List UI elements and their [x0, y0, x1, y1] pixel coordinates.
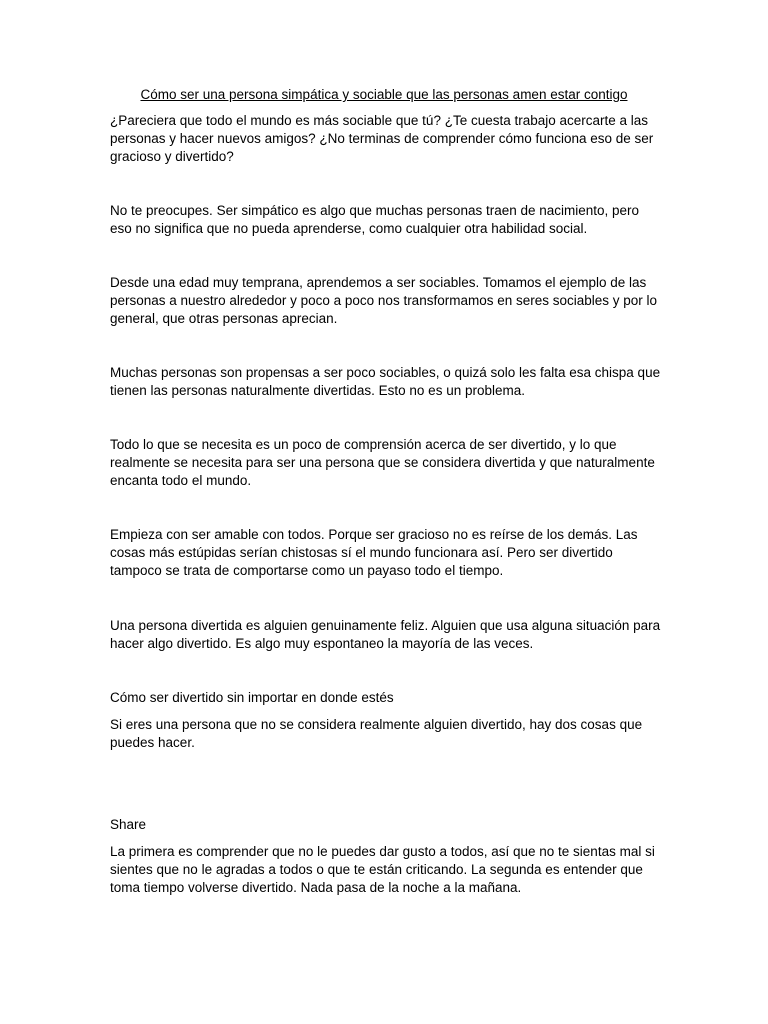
paragraph-primera-segunda: La primera es comprender que no le puedes dar gusto a todos, así que no te sientas mal si sientes que no le agradas a todos o que te están criticando. La segunda es entender que toma tiempo volverse divertido. Nada pasa de la noche a la mañana.	[110, 844, 655, 896]
paragraph-dos-cosas: Si eres una persona que no se considera realmente alguien divertido, hay dos cosas que puedes hacer.	[110, 717, 643, 751]
paragraph-poco-sociables: Muchas personas son propensas a ser poco sociables, o quizá solo les falta esa chispa que tienen las personas naturalmente divertidas. Esto no es un problema.	[110, 365, 661, 399]
document-title: Cómo ser una persona simpática y sociable que las personas amen estar contigo	[140, 87, 628, 102]
paragraph-persona-divertida: Una persona divertida es alguien genuinamente feliz. Alguien que usa alguna situación para hacer algo divertido. Es algo muy espontaneo la mayoría de las veces.	[110, 618, 661, 652]
paragraph-comprension: Todo lo que se necesita es un poco de comprensión acerca de ser divertido, y lo que realmente se necesita para ser una persona que se considera divertida y que naturalmente encanta todo el mundo.	[110, 437, 655, 489]
paragraph-ser-amable: Empieza con ser amable con todos. Porque ser gracioso no es reírse de los demás. Las cosas más estúpidas serían chistosas sí el mundo funcionara así. Pero ser divertido tampoco se trata de comportarse como un payaso todo el tiempo.	[110, 527, 638, 579]
section-heading: Cómo ser divertido sin importar en donde estés	[110, 690, 394, 705]
share-label: Share	[110, 817, 147, 832]
paragraph-edad-temprana: Desde una edad muy temprana, aprendemos a ser sociables. Tomamos el ejemplo de las personas a nuestro alrededor y poco a poco nos transformamos en seres sociables y por lo general, que otras personas aprecian.	[110, 275, 658, 327]
paragraph-no-te-preocupes: No te preocupes. Ser simpático es algo que muchas personas traen de nacimiento, pero eso no significa que no pueda aprenderse, como cualquier otra habilidad social.	[110, 203, 640, 237]
paragraph-intro: ¿Pareciera que todo el mundo es más sociable que tú? ¿Te cuesta trabajo acercarte a las personas y hacer nuevos amigos? ¿No terminas de comprender cómo funciona eso de ser gracioso y divertido?	[110, 113, 654, 165]
